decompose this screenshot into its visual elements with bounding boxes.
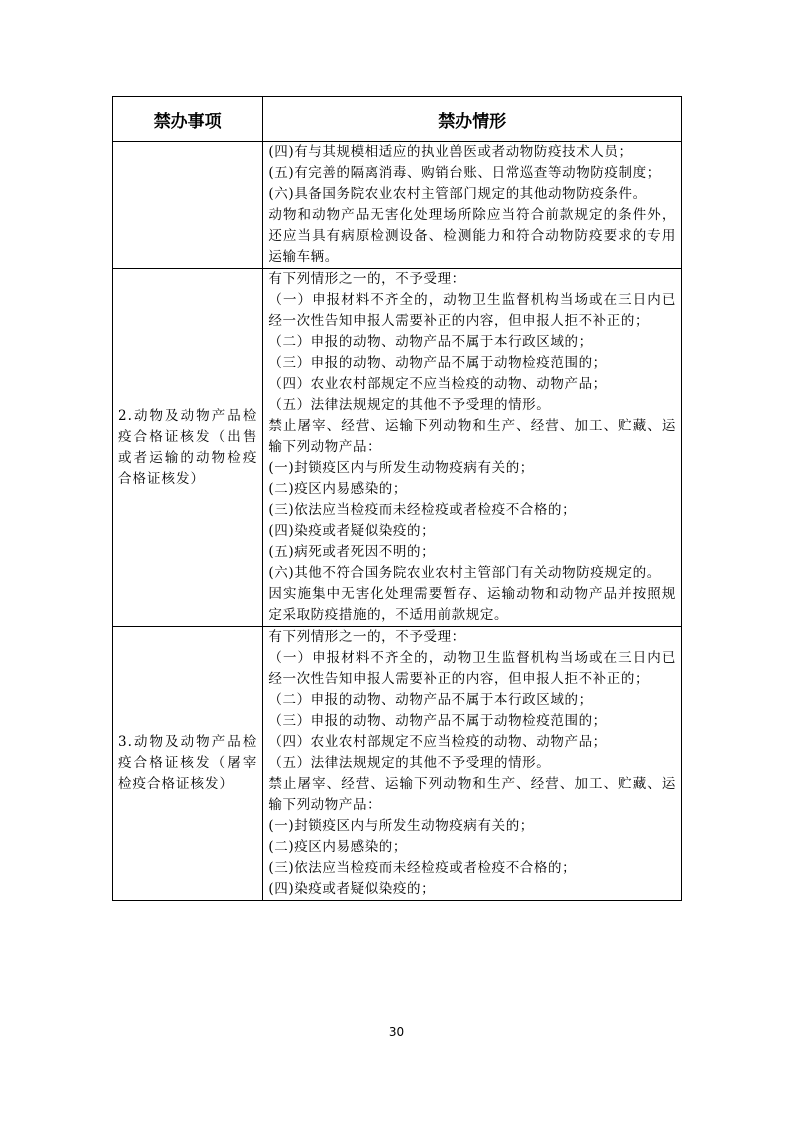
row-2-line-11: (四)染疫或者疑似染疫的；	[268, 523, 436, 539]
row-2-line-10: (三)依法应当检疫而未经检疫或者检疫不合格的；	[268, 502, 577, 518]
row-3-line-8: (一)封锁疫区内与所发生动物疫病有关的；	[268, 818, 534, 834]
row-2-situation	[263, 269, 682, 627]
page-number: 30	[388, 1025, 405, 1039]
row-2-line-2: （一）申报材料不齐全的，动物卫生监督机构当场或在三日内已经一次性告知申报人需要补正的内容，但申报人拒不补正的；	[268, 292, 676, 329]
row-2-line-14: 因实施集中无害化处理需要暂存、运输动物和动物产品并按照规定采取防疫措施的，不适用前款规定。	[268, 586, 676, 623]
row-2-line-9: (二)疫区内易感染的；	[268, 481, 408, 497]
table-row	[113, 627, 682, 901]
table-header-row	[113, 97, 682, 142]
row-2-line-6: （五）法律法规规定的其他不予受理的情形。	[268, 397, 551, 413]
row-1-line-3: (六)具备国务院农业农村主管部门规定的其他动物防疫条件。	[268, 186, 647, 202]
row-2-line-1: 有下列情形之一的，不予受理：	[268, 271, 466, 287]
row-3-line-9: (二)疫区内易感染的；	[268, 839, 408, 855]
row-3-line-6: （五）法律法规规定的其他不予受理的情形。	[268, 755, 551, 771]
row-1-situation	[263, 142, 682, 269]
row-3-line-3: （二）申报的动物、动物产品不属于本行政区域的；	[268, 692, 593, 708]
header-item: 禁办事项	[113, 97, 263, 142]
row-1-line-4: 动物和动物产品无害化处理场所除应当符合前款规定的条件外，还应当具有病原检测设备、检测能力和符合动物防疫要求的专用运输车辆。	[268, 207, 676, 265]
row-1-line-2: (五)有完善的隔离消毒、购销台账、日常巡查等动物防疫制度；	[268, 165, 661, 181]
row-3-line-2: （一）申报材料不齐全的，动物卫生监督机构当场或在三日内已经一次性告知申报人需要补正的内容，但申报人拒不补正的；	[268, 650, 676, 687]
row-1-item	[113, 142, 263, 269]
row-2-line-7: 禁止屠宰、经营、运输下列动物和生产、经营、加工、贮藏、运输下列动物产品：	[268, 418, 676, 455]
row-1-line-1: (四)有与其规模相适应的执业兽医或者动物防疫技术人员；	[268, 144, 633, 160]
header-situation: 禁办情形	[263, 97, 682, 142]
row-3-line-5: （四）农业农村部规定不应当检疫的动物、动物产品；	[268, 734, 607, 750]
table-row	[113, 142, 682, 269]
row-2-line-3: （二）申报的动物、动物产品不属于本行政区域的；	[268, 334, 593, 350]
row-2-line-8: (一)封锁疫区内与所发生动物疫病有关的；	[268, 460, 534, 476]
row-2-line-4: （三）申报的动物、动物产品不属于动物检疫范围的；	[268, 355, 607, 371]
row-3-line-11: (四)染疫或者疑似染疫的；	[268, 881, 436, 897]
row-2-line-13: (六)其他不符合国务院农业农村主管部门有关动物防疫规定的。	[268, 565, 661, 581]
row-3-situation	[263, 627, 682, 901]
prohibited-items-table	[112, 96, 682, 901]
table-row	[113, 269, 682, 627]
row-3-line-7: 禁止屠宰、经营、运输下列动物和生产、经营、加工、贮藏、运输下列动物产品：	[268, 776, 676, 813]
row-3-line-4: （三）申报的动物、动物产品不属于动物检疫范围的；	[268, 713, 607, 729]
row-2-line-5: （四）农业农村部规定不应当检疫的动物、动物产品；	[268, 376, 607, 392]
row-3-line-1: 有下列情形之一的，不予受理：	[268, 629, 466, 645]
row-3-line-10: (三)依法应当检疫而未经检疫或者检疫不合格的；	[268, 860, 577, 876]
row-3-item: 3.动物及动物产品检疫合格证核发（屠宰检疫合格证核发）	[113, 627, 263, 901]
row-2-line-12: (五)病死或者死因不明的；	[268, 544, 436, 560]
row-2-item: 2.动物及动物产品检疫合格证核发（出售或者运输的动物检疫合格证核发）	[113, 269, 263, 627]
